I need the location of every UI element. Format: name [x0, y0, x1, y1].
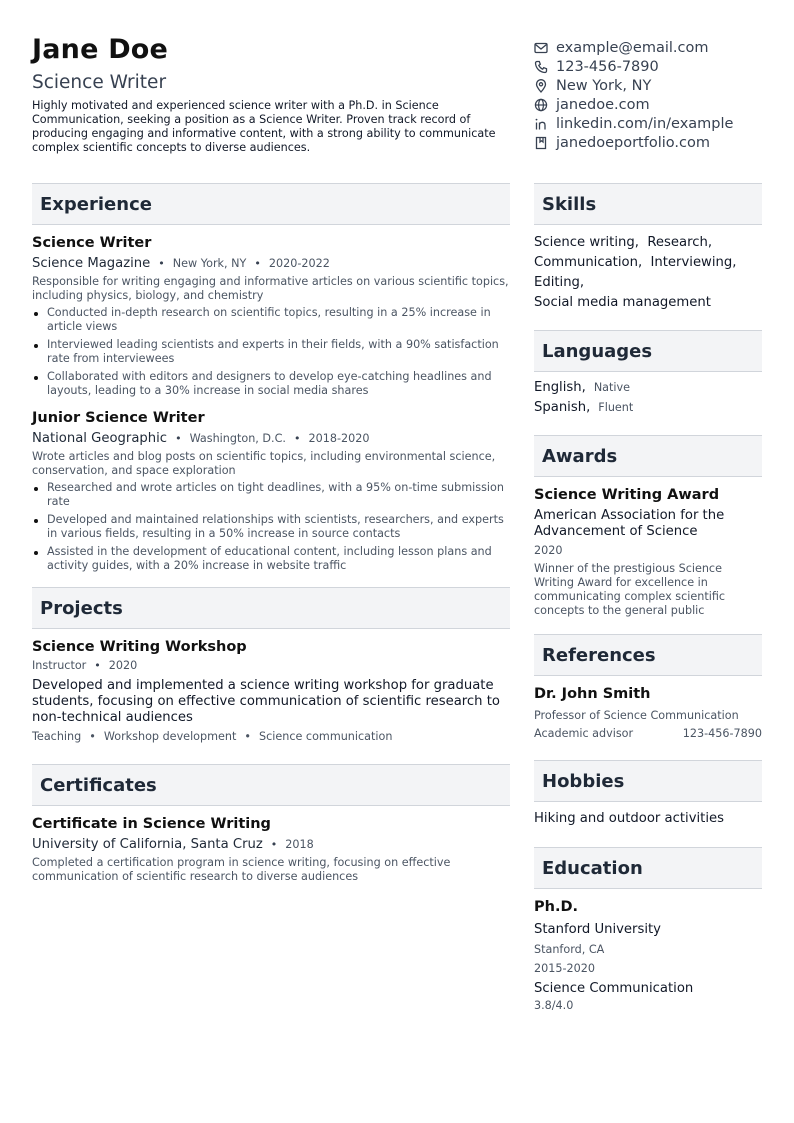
skill-line: Social media management	[534, 295, 711, 310]
award-description: Winner of the prestigious Science Writing Award for excellence in communicating complex scientific concepts to the general public	[534, 562, 726, 617]
skills-list	[534, 233, 762, 313]
achievement-item: Developed and maintained relationships with scientists, researchers, and experts in various fields, resulting in a 50% increase in source contacts	[32, 513, 510, 541]
job-dates: 2018-2020	[308, 432, 370, 445]
achievement-item: Assisted in the development of educational content, including lesson plans and activity guides, with a 20% increase in website traffic	[32, 545, 510, 573]
contact-email[interactable]	[534, 38, 766, 57]
experience-entry	[32, 234, 510, 398]
experience-heading: Experience	[32, 183, 510, 225]
education-dates: 2015-2020	[534, 962, 595, 975]
contact-location	[534, 76, 766, 95]
job-location: New York, NY	[172, 257, 247, 270]
languages-heading: Languages	[534, 330, 762, 372]
language-item	[534, 378, 762, 398]
project-entry	[32, 638, 510, 744]
languages-list	[534, 378, 762, 418]
contact-linkedin[interactable]	[534, 114, 766, 133]
job-location: Washington, D.C.	[189, 432, 286, 445]
candidate-name: Jane Doe	[32, 34, 169, 65]
linkedin-icon	[534, 117, 548, 131]
website-text: janedoe.com	[556, 96, 650, 113]
job-description: Wrote articles and blog posts on scientific topics, including environmental science, conservation, and space exploration	[32, 450, 496, 477]
award-entry	[534, 486, 762, 618]
location-text: New York, NY	[556, 77, 652, 94]
phone-icon	[534, 60, 548, 74]
job-dates: 2020-2022	[268, 257, 330, 270]
language-level: Native	[593, 381, 631, 394]
certificate-meta	[32, 836, 510, 854]
company-name: Science Magazine	[32, 256, 151, 271]
company-name: National Geographic	[32, 431, 168, 446]
language-name: English,	[534, 380, 586, 395]
reference-name: Dr. John Smith	[534, 686, 651, 702]
achievement-item: Interviewed leading scientists and experts in their fields, with a 90% satisfaction rate from interviewees	[32, 338, 510, 366]
school-location: Stanford, CA	[534, 943, 605, 956]
certificate-name: Certificate in Science Writing	[32, 816, 271, 832]
certificate-issuer: University of California, Santa Cruz	[32, 837, 263, 852]
references-heading: References	[534, 634, 762, 676]
portfolio-text: janedoeportfolio.com	[556, 134, 710, 151]
language-name: Spanish,	[534, 400, 591, 415]
certificates-heading: Certificates	[32, 764, 510, 806]
project-tag: Science communication	[259, 730, 393, 743]
awards-heading: Awards	[534, 435, 762, 477]
reference-phone: 123-456-7890	[682, 727, 762, 740]
summary-text: Highly motivated and experienced science writer with a Ph.D. in Science Communication, seeking a position as a Science Writer. Proven track record of producing engaging and informative content, with a strong ability to communicate complex scientific concepts to diverse audiences.	[32, 99, 496, 154]
skills-heading: Skills	[534, 183, 762, 225]
skill-line: Science writing, Research,	[534, 235, 713, 250]
project-description: Developed and implemented a science writing workshop for graduate students, focusing on effective communication of scientific research to non-technical audiences	[32, 678, 500, 725]
certificate-year: 2018	[285, 838, 314, 851]
project-tags	[32, 730, 510, 744]
separator-dot: •	[244, 730, 251, 743]
gpa: 3.8/4.0	[534, 999, 574, 1012]
job-title: Science Writer	[32, 235, 152, 251]
contact-portfolio[interactable]	[534, 133, 766, 152]
main-column	[32, 183, 510, 884]
globe-icon	[534, 98, 548, 112]
contact-website[interactable]	[534, 95, 766, 114]
school-name: Stanford University	[534, 922, 661, 937]
project-tag: Workshop development	[103, 730, 237, 743]
linkedin-text: linkedin.com/in/example	[556, 115, 734, 132]
separator-dot: •	[270, 838, 278, 851]
achievement-item: Conducted in-depth research on scientific topics, resulting in a 25% increase in article views	[32, 306, 510, 334]
candidate-title: Science Writer	[32, 72, 167, 93]
location-pin-icon	[534, 79, 548, 93]
degree-name: Ph.D.	[534, 899, 579, 915]
separator-dot: •	[175, 432, 182, 445]
contact-list	[534, 38, 766, 152]
project-name: Science Writing Workshop	[32, 639, 247, 655]
projects-heading: Projects	[32, 587, 510, 629]
skill-line: Editing,	[534, 275, 585, 290]
project-year: 2020	[108, 659, 138, 672]
award-org: American Association for the Advancement of Science	[534, 508, 725, 539]
certificate-entry	[32, 815, 510, 884]
reference-title: Professor of Science Communication	[534, 709, 739, 722]
certificate-description: Completed a certification program in science writing, focusing on effective communication of scientific research to diverse audiences	[32, 856, 451, 883]
side-column	[534, 183, 762, 1013]
job-title: Junior Science Writer	[32, 410, 205, 426]
separator-dot: •	[158, 257, 165, 270]
email-text: example@email.com	[556, 39, 709, 56]
language-level: Fluent	[598, 401, 634, 414]
phone-text: 123-456-7890	[556, 58, 659, 75]
field-of-study: Science Communication	[534, 981, 694, 996]
achievement-list	[32, 481, 510, 573]
education-heading: Education	[534, 847, 762, 889]
achievement-list	[32, 306, 510, 398]
project-tag: Teaching	[32, 730, 82, 743]
achievement-item: Researched and wrote articles on tight deadlines, with a 95% on-time submission rate	[32, 481, 510, 509]
reference-relation: Academic advisor	[534, 727, 634, 740]
reference-details	[534, 725, 762, 743]
portfolio-icon	[534, 136, 548, 150]
job-description: Responsible for writing engaging and informative articles on various scientific topics, including physics, biology, and chemistry	[32, 275, 509, 302]
experience-entry	[32, 409, 510, 573]
project-meta	[32, 657, 510, 675]
skill-line: Communication, Interviewing,	[534, 255, 737, 270]
achievement-item: Collaborated with editors and designers to develop eye-catching headlines and layouts, leading to a 30% increase in social media shares	[32, 370, 510, 398]
project-role: Instructor	[32, 659, 87, 672]
resume-page	[32, 34, 762, 1012]
separator-dot: •	[254, 257, 261, 270]
resume-header	[32, 34, 762, 174]
education-entry	[534, 898, 762, 1013]
hobbies-heading: Hobbies	[534, 760, 762, 802]
mail-icon	[534, 41, 548, 55]
hobby-item: Hiking and outdoor activities	[534, 811, 724, 826]
separator-dot: •	[94, 659, 101, 672]
contact-phone[interactable]	[534, 57, 766, 76]
job-meta	[32, 430, 510, 448]
separator-dot: •	[89, 730, 96, 743]
job-meta	[32, 255, 510, 273]
reference-entry	[534, 685, 762, 743]
separator-dot: •	[293, 432, 301, 445]
award-year: 2020	[534, 544, 563, 557]
language-item	[534, 398, 762, 418]
award-name: Science Writing Award	[534, 487, 720, 503]
